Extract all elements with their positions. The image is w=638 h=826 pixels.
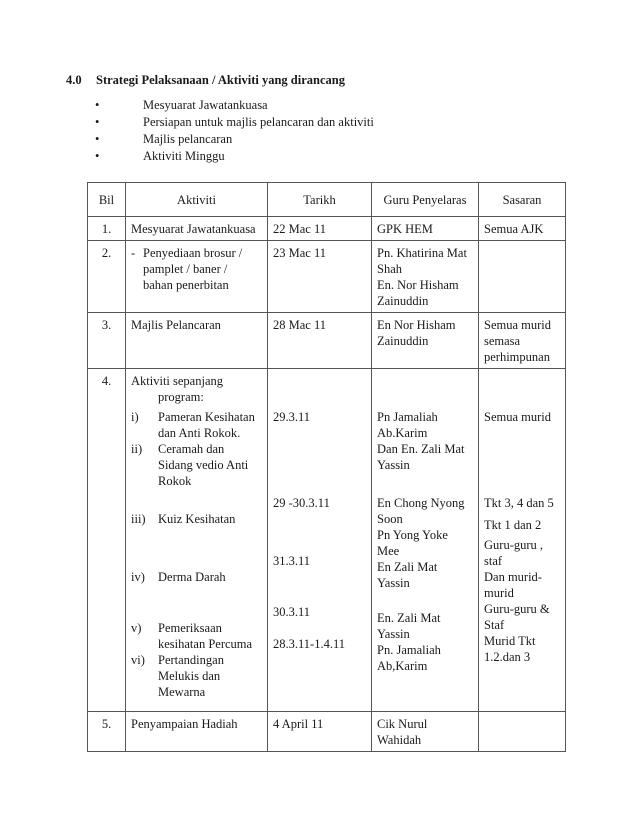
bullet-icon: • <box>95 98 100 112</box>
table-row: 4. Aktiviti sepanjang program: i) Pameran Kesihatan dan Anti Rokok. ii) Ceramah dan Sidang vedio Anti Rokok iii) Kuiz Kesihatan iv) Derma Darah v) Pemeriksaan kesihatan Percuma vi) Pertandingan Melukis dan Mewarna 29.3.11 29 -30.3.11 31.3.11 30.3.11 28.3.11-1.4.11 Pn Jamaliah Ab.Karim Dan En. Zali Mat Yassin En Chong Nyong Soon Pn Yong Yoke Mee En Zali Mat Yassin En. Zali Mat Yassin Pn. Jamaliah Ab,Karim Semua murid Tkt 3, 4 dan 5 Tkt 1 dan 2 Guru-guru , staf Dan murid- murid Guru-guru & Staf Murid Tkt 1.2.dan 3 <box>88 369 566 712</box>
header-bil: Bil <box>88 183 126 217</box>
list-item: • Aktiviti Minggu <box>95 149 225 163</box>
activity-table <box>87 182 566 752</box>
header-aktiviti: Aktiviti <box>126 183 268 217</box>
bullet-list <box>95 97 374 165</box>
list-item: • Majlis pelancaran <box>95 132 233 146</box>
section-number: 4.0 <box>66 73 82 87</box>
section-title: Strategi Pelaksanaan / Aktiviti yang dirancang <box>96 73 345 87</box>
bullet-icon: • <box>95 132 100 146</box>
list-item: • Persiapan untuk majlis pelancaran dan aktiviti <box>95 115 374 129</box>
bullet-icon: • <box>95 149 100 163</box>
header-guru: Guru Penyelaras <box>372 183 479 217</box>
table-row: 2. - Penyediaan brosur / pamplet / baner / bahan penerbitan 23 Mac 11 Pn. Khatirina Mat Shah En. Nor Hisham Zainuddin <box>88 241 566 313</box>
header-sasaran: Sasaran <box>479 183 566 217</box>
table-header-row <box>88 183 566 217</box>
header-tarikh: Tarikh <box>268 183 372 217</box>
table-row: 5. Penyampaian Hadiah 4 April 11 Cik Nurul Wahidah <box>88 712 566 752</box>
list-item: • Mesyuarat Jawatankuasa <box>95 98 268 112</box>
bullet-icon: • <box>95 115 100 129</box>
table-row: 1. Mesyuarat Jawatankuasa 22 Mac 11 GPK HEM Semua AJK <box>88 217 566 241</box>
table-row: 3. Majlis Pelancaran 28 Mac 11 En Nor Hisham Zainuddin Semua murid semasa perhimpunan <box>88 313 566 369</box>
section-heading <box>66 73 345 88</box>
